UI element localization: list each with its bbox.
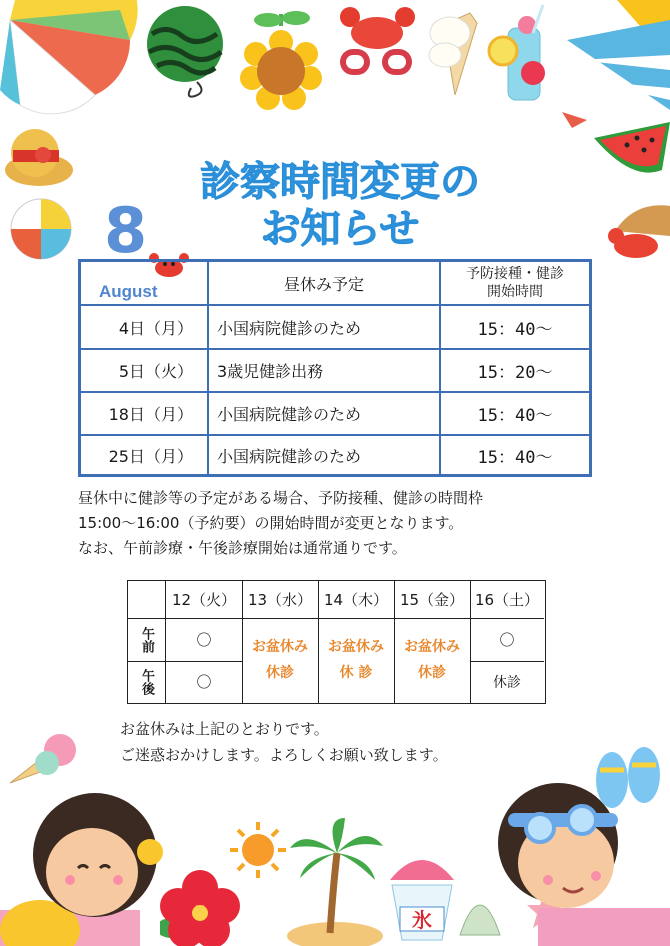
row-reason: 小国病院健診のため bbox=[209, 393, 441, 434]
tropical-drink-icon bbox=[483, 3, 558, 111]
table-row bbox=[81, 393, 589, 436]
beach-umbrella-icon bbox=[0, 0, 140, 120]
boy-right-icon bbox=[478, 758, 670, 946]
obon-holiday-table bbox=[127, 580, 546, 704]
hibiscus-icon bbox=[160, 868, 240, 946]
header-lunch-plan: 昼休み予定 bbox=[209, 262, 441, 304]
notice-text bbox=[78, 486, 483, 561]
row-reason: 小国病院健診のため bbox=[209, 436, 441, 474]
page-title-line1: 診察時間変更の bbox=[200, 159, 480, 205]
footer-line: お盆休みは上記のとおりです。 bbox=[120, 720, 329, 738]
day-header: 16（土） bbox=[474, 591, 540, 609]
row-reason: 3歳児健診出務 bbox=[209, 350, 441, 391]
row-date: 5日（火） bbox=[81, 350, 209, 391]
holiday-cell: お盆休み 休診 bbox=[252, 639, 308, 681]
straw-hat-icon bbox=[5, 115, 75, 190]
header-start-time bbox=[441, 262, 589, 304]
month-number: 8 bbox=[104, 194, 148, 267]
header-start-time-line2: 開始時間 bbox=[487, 284, 543, 300]
notice-line: 15:00～16:00（予約要）の開始時間が変更となります。 bbox=[78, 514, 464, 532]
sunflower-icon bbox=[236, 6, 326, 110]
shell-crab-icon bbox=[600, 196, 670, 266]
open-mark: 〇 bbox=[196, 631, 212, 649]
table-row bbox=[81, 350, 589, 393]
open-mark: 〇 bbox=[196, 673, 212, 691]
header-start-time-line1: 予防接種・健診 bbox=[466, 266, 564, 282]
crab-sunglasses-icon bbox=[330, 5, 425, 90]
watermelon-slice-icon bbox=[592, 120, 670, 182]
palm-island-icon bbox=[285, 818, 385, 946]
table-row bbox=[81, 306, 589, 350]
open-mark: 〇 bbox=[499, 631, 515, 649]
ice-cream-cone-icon bbox=[425, 5, 485, 97]
row-reason: 小国病院健診のため bbox=[209, 306, 441, 348]
notice-line: 昼休中に健診等の予定がある場合、予防接種、健診の時間枠 bbox=[78, 489, 484, 507]
row-label-pm: 午後 bbox=[139, 668, 154, 695]
holiday-cell: お盆休み 休 診 bbox=[328, 639, 384, 681]
month-name: August bbox=[99, 282, 158, 301]
holiday-cell: お盆休み 休診 bbox=[404, 639, 460, 681]
row-time: 15：40～ bbox=[477, 447, 553, 468]
day-header: 13（水） bbox=[247, 591, 313, 609]
row-date: 4日（月） bbox=[81, 306, 209, 348]
row-time: 15：40～ bbox=[477, 319, 553, 340]
day-header: 12（火） bbox=[171, 591, 237, 609]
day-header: 15（金） bbox=[399, 591, 465, 609]
row-time: 15：20～ bbox=[477, 363, 553, 383]
footer-line: ご迷惑おかけします。よろしくお願い致します。 bbox=[120, 746, 448, 764]
row-date: 18日（月） bbox=[81, 393, 209, 434]
notice-line: なお、午前診療・午後診療開始は通常通りです。 bbox=[78, 539, 407, 557]
page-title-line2: お知らせ bbox=[260, 206, 420, 252]
table-row bbox=[81, 436, 589, 474]
day-header: 14（木） bbox=[323, 591, 389, 609]
shaved-ice-icon bbox=[382, 845, 462, 946]
shaved-ice-label: 氷 bbox=[412, 908, 432, 932]
parasol-stripes-icon bbox=[557, 0, 670, 128]
row-time: 15：40～ bbox=[477, 406, 553, 426]
row-date: 25日（月） bbox=[81, 436, 209, 474]
row-label-am: 午前 bbox=[139, 626, 154, 653]
watermelon-icon bbox=[137, 4, 237, 104]
pm-closed: 休診 bbox=[493, 674, 521, 691]
beach-ball-icon bbox=[8, 193, 74, 265]
